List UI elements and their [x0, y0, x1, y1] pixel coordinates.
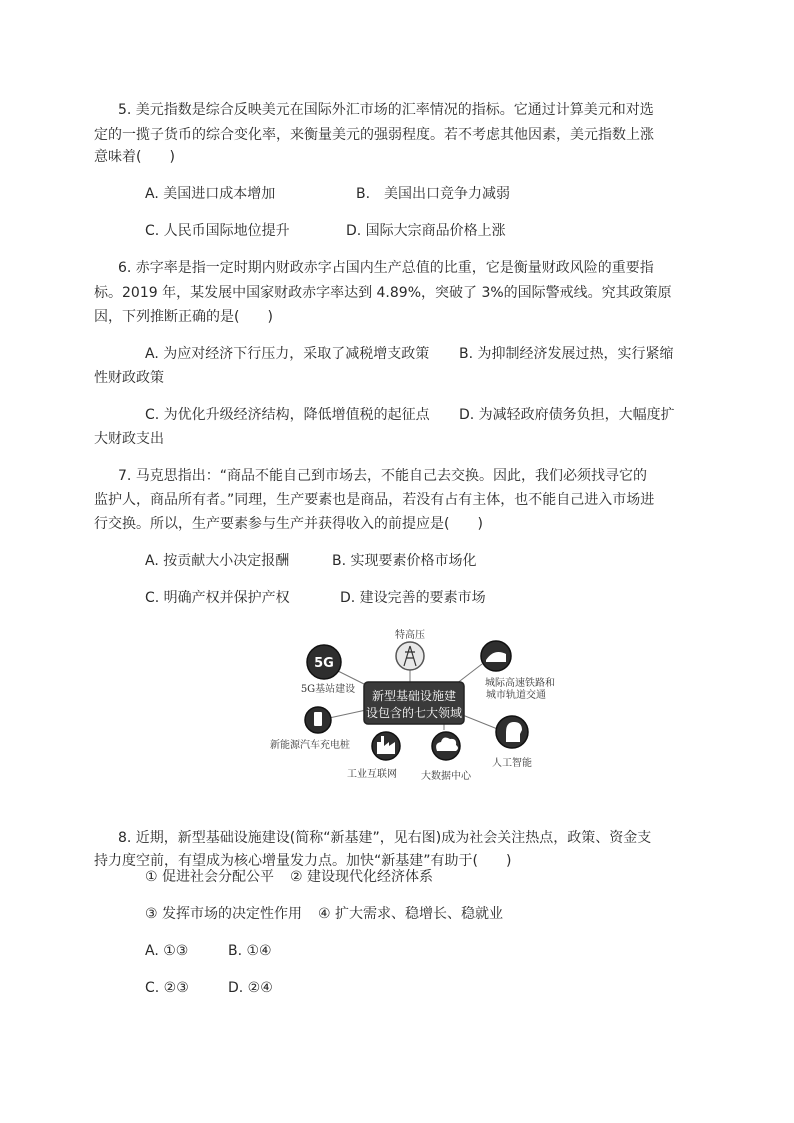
q7-stem-line-1: 7. 马克思指出：“商品不能自己到市场去，不能自己去交换。因此，我们必须找寻它的 [118, 468, 648, 484]
label-ai: 人工智能 [492, 758, 532, 769]
q6-option-b: B. 为抑制经济发展过热，实行紧缩 [459, 346, 674, 362]
q8-stem-line-1: 8. 近期，新型基础设施建设(简称“新基建”，见右图)成为社会关注热点，政策、资金支 [118, 830, 652, 846]
diagram-center-line-1: 新型基础设施建 [371, 689, 457, 703]
q8-statement-2: ② 建设现代化经济体系 [290, 869, 434, 885]
q5-option-b: B. 美国出口竞争力减弱 [356, 186, 511, 202]
q6-option-d-cont: 大财政支出 [94, 431, 164, 447]
q6-stem-line-2: 标。2019 年，某发展中国家财政赤字率达到 4.89%，突破了 3%的国际警戒线。究其政策原 [94, 285, 672, 301]
q6-option-a: A. 为应对经济下行压力，采取了减税增支政策 [145, 346, 430, 362]
q6-option-d: D. 为减轻政府债务负担，大幅度扩 [459, 407, 675, 423]
q8-statement-4: ④ 扩大需求、稳增长、稳就业 [318, 906, 504, 922]
q6-option-b-cont: 性财政政策 [94, 370, 164, 386]
q7-option-d: D. 建设完善的要素市场 [340, 590, 486, 606]
label-rail-line-2: 城市轨道交通 [486, 690, 546, 701]
q8-statement-3: ③ 发挥市场的决定性作用 [145, 906, 303, 922]
q8-option-a: A. ①③ [145, 943, 189, 959]
q5-stem-line-2: 定的一揽子货币的综合变化率，来衡量美元的强弱程度。若不考虑其他因素，美元指数上涨 [94, 127, 654, 143]
q6-option-c: C. 为优化升级经济结构，降低增值税的起征点 [145, 407, 430, 423]
q8-option-b: B. ①④ [228, 943, 272, 959]
label-rail-line-1: 城际高速铁路和 [485, 678, 555, 689]
q8-stem-line-2: 持力度空前，有望成为核心增量发力点。加快“新基建”有助于( ) [94, 853, 512, 869]
q8-statement-1: ① 促进社会分配公平 [145, 869, 275, 885]
q7-stem-line-3: 行交换。所以，生产要素参与生产并获得收入的前提应是( ) [94, 516, 483, 532]
label-iiot: 工业互联网 [347, 769, 397, 780]
label-bigdata: 大数据中心 [421, 771, 471, 782]
q8-option-d: D. ②④ [228, 980, 273, 996]
q5-option-d: D. 国际大宗商品价格上涨 [346, 223, 506, 239]
q6-stem-line-1: 6. 赤字率是指一定时期内财政赤字占国内生产总值的比重，它是衡量财政风险的重要指 [118, 260, 654, 276]
ai-head-glyph [506, 722, 522, 742]
q8-option-c: C. ②③ [145, 980, 189, 996]
q5-stem-line-1: 5. 美元指数是综合反映美元在国际外汇市场的汇率情况的指标。它通过计算美元和对选 [118, 102, 654, 118]
diagram-center-line-2: 设包含的七大领域 [365, 706, 463, 720]
q5-option-c: C. 人民币国际地位提升 [145, 223, 290, 239]
label-uhv: 特高压 [395, 630, 425, 641]
q6-stem-line-3: 因，下列推断正确的是( ) [94, 309, 273, 325]
q7-option-c: C. 明确产权并保护产权 [145, 590, 290, 606]
new-infrastructure-diagram [250, 622, 570, 792]
q5-option-a: A. 美国进口成本增加 [145, 186, 276, 202]
q7-option-a: A. 按贡献大小决定报酬 [145, 553, 290, 569]
ev-charger-glyph [314, 712, 322, 726]
q7-option-b: B. 实现要素价格市场化 [332, 553, 477, 569]
q7-stem-line-2: 监护人，商品所有者。”同理，生产要素也是商品，若没有占有主体，也不能自己进入市场进 [94, 492, 655, 508]
label-5g: 5G基站建设 [300, 684, 356, 695]
5g-badge-text: 5G [314, 656, 334, 671]
label-ev: 新能源汽车充电桩 [270, 740, 350, 751]
q5-stem-line-3: 意味着( ) [94, 149, 175, 165]
